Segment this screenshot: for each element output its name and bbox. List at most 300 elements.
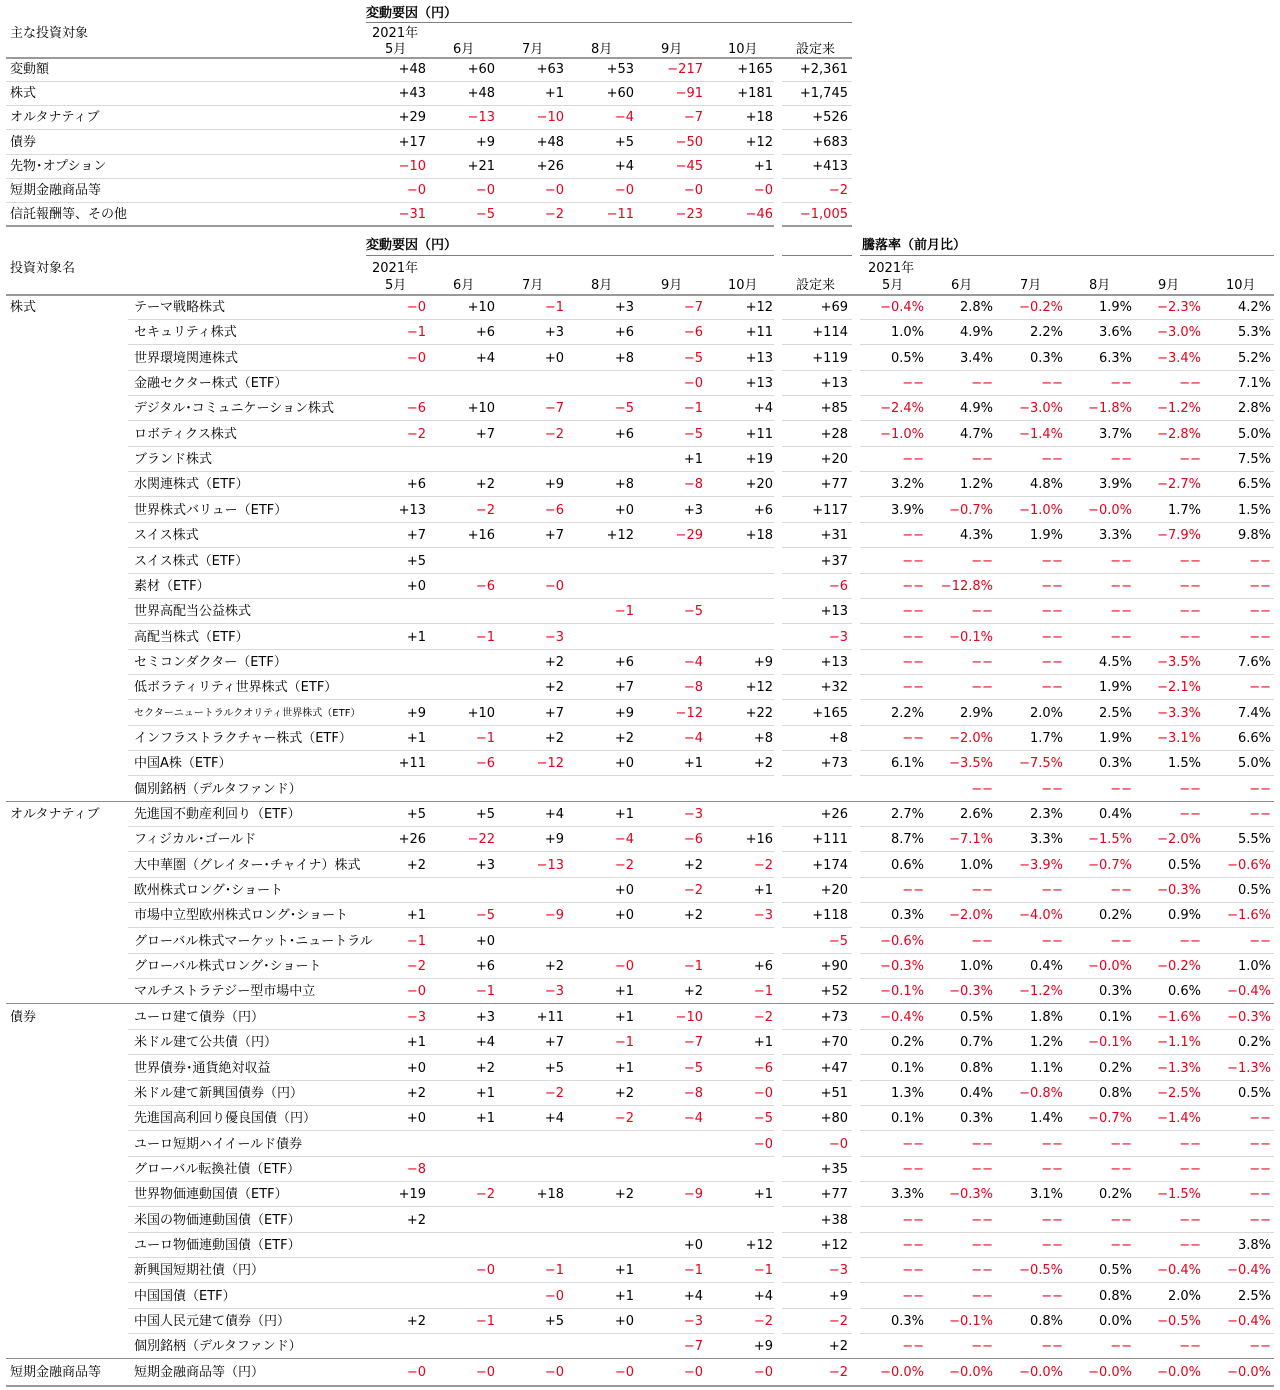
bottom-row-rate: 0.9% [1167,908,1201,924]
bottom-row-since: +85 [820,401,848,417]
bottom-row-value: −1 [683,959,703,975]
bottom-row-value [360,599,426,624]
bottom-row-value: −2 [406,959,426,975]
bottom-row-rate: 4.2% [1237,300,1271,315]
bottom-row-name: 世界環境関連株式 [134,350,239,366]
bottom-row-value: −2 [614,1111,634,1127]
bottom-row-rate: 3.3% [1029,832,1063,848]
bottom-row-value: +2 [406,1085,426,1101]
bottom-row-name: グローバル株式マーケット･ニュートラル [134,933,373,949]
bottom-row-value: +1 [753,883,773,899]
bottom-row-value [707,777,773,802]
bottom-row-rate: −− [971,1212,993,1228]
top-row-since: +1,745 [799,86,848,102]
bottom-row-value: +1 [475,1085,495,1101]
bottom-row-name: セクターニュートラルクオリティ世界株式（ETF） [134,707,361,719]
bottom-row-rate: −1.6% [1157,1009,1201,1025]
bottom-row-rate: 1.8% [1029,1009,1063,1025]
bottom-row-value: −4 [683,654,703,670]
bottom-row-value [498,1157,564,1182]
bottom-row-value: +8 [614,477,634,493]
bottom-row-value: +1 [753,1035,773,1051]
bottom-row-value: +1 [406,629,426,645]
bottom-row-rate: −− [1110,883,1132,899]
bottom-row-rate: −− [1041,654,1063,670]
bottom-row-value: −1 [406,325,426,341]
bottom-row-rate: −2.1% [1157,680,1201,696]
rate-title-rule [860,255,1274,256]
top-row-value: +48 [536,134,564,150]
bottom-row-value: +2 [753,756,773,772]
top-row-value: −0 [683,183,703,198]
rate-month-header: 10月 [1226,278,1256,293]
bottom-row-rate: −− [1179,1136,1201,1152]
bottom-row-name: フィジカル･ゴールド [134,832,257,848]
bottom-footer-rule [6,1385,1274,1387]
bottom-row-value: −6 [475,578,495,594]
bottom-row-rate: −− [902,1212,924,1228]
bottom-row-rate: 0.4% [1098,807,1132,822]
bottom-row-rate: 0.6% [890,857,924,873]
bottom-row-name: 米国の物価連動国債（ETF） [134,1212,301,1228]
top-row-value: −45 [675,158,703,174]
bottom-row-value [498,878,564,903]
top-row-since: +413 [812,158,848,174]
bottom-row-rate: −− [971,553,993,569]
bottom-row-rate: −7.9% [1157,528,1201,544]
bottom-row-value: +9 [544,832,564,848]
bottom-row-rate: −0.7% [949,502,993,518]
bottom-row-rate: 0.4% [1029,959,1063,975]
bottom-row-rate: −0.2% [1157,959,1201,975]
bottom-row-rate: 2.8% [959,300,993,315]
bottom-row-value [360,447,426,472]
top-row-since: +683 [812,134,848,150]
bottom-row-value: −5 [683,604,703,620]
bottom-row-rate: 3.6% [1098,325,1132,341]
bottom-month-header: 7月 [522,278,544,293]
bottom-row-rate: 0.7% [959,1035,993,1051]
bottom-row-rate: 4.8% [1029,477,1063,493]
bottom-row-since: +12 [820,1237,848,1253]
bottom-row-value: +5 [406,553,426,569]
bottom-row-value: +10 [467,705,495,721]
bottom-row-rate: −0.1% [949,1314,993,1329]
bottom-row-rate: 2.8% [1237,401,1271,417]
bottom-row-rate: −− [902,1263,924,1279]
bottom-row-value: +1 [614,807,634,822]
bottom-row-rate: 0.3% [959,1111,993,1127]
bottom-row-rate: 2.6% [959,807,993,822]
top-row-value: +181 [737,86,773,102]
bottom-row-rate: −− [902,528,924,544]
bottom-row-value: +9 [544,477,564,493]
bottom-row-rate: −− [1249,1212,1271,1228]
bottom-row-rate: −0.2% [1019,300,1063,315]
bottom-row-since: +73 [820,756,848,772]
bottom-row-rate: −1.2% [1019,984,1063,1000]
bottom-row-value [429,1157,495,1182]
bottom-row [0,549,1280,574]
bottom-row-rate: −− [1041,933,1063,949]
bottom-row-value: −0 [475,1263,495,1279]
bottom-row-value: +19 [745,452,773,468]
bottom-row-value: −8 [406,1161,426,1177]
bottom-row-value: +0 [683,1237,703,1253]
bottom-row-rate: −− [1110,781,1132,797]
bottom-row-rate: −− [971,654,993,670]
bottom-row-value: −2 [683,883,703,899]
bottom-row-rate: −− [1110,1161,1132,1177]
top-row-label: オルタナティブ [10,110,100,126]
bottom-row-rate: 9.8% [1237,528,1271,544]
bottom-row-since: −5 [828,933,848,949]
bottom-row [0,979,1280,1004]
bottom-row-rate: −0.3% [949,1187,993,1203]
top-row-value: +165 [737,62,773,77]
bottom-row-value: +11 [745,325,773,341]
bottom-row [0,371,1280,396]
top-row-value: +21 [467,158,495,174]
bottom-row-value: −1 [753,1263,773,1279]
bottom-row-value: −4 [683,1111,703,1127]
bottom-row-since: +117 [812,502,848,518]
bottom-row-rate: 0.0% [1098,1314,1132,1329]
bottom-row-rate: −0.4% [1157,1263,1201,1279]
bottom-row-value: −1 [475,629,495,645]
bottom-row-rate: −− [1041,452,1063,468]
bottom-row-value: −5 [753,1111,773,1127]
bottom-row [0,625,1280,650]
bottom-row-value: +6 [406,477,426,493]
bottom-row-rate: 4.5% [1098,654,1132,670]
bottom-row-value [360,1334,426,1359]
bottom-row-rate: 3.1% [1029,1187,1063,1203]
top-row-value: +29 [398,110,426,126]
rate-section-title: 騰落率（前月比） [862,238,967,253]
top-row-label: 株式 [10,86,37,102]
bottom-row-rate: 5.3% [1237,325,1271,341]
bottom-row [0,574,1280,599]
bottom-row-value [498,1132,564,1157]
bottom-row-value: +6 [614,426,634,442]
bottom-row-value [568,1132,634,1157]
top-month-header: 10月 [728,42,758,57]
bottom-row-rate: −− [1249,578,1271,594]
bottom-row-rate: −− [1179,376,1201,392]
bottom-row-rate: −0.0% [1227,1364,1271,1380]
rate-month-header: 7月 [1020,278,1042,293]
bottom-row-rate: 0.5% [1167,857,1201,873]
bottom-row-value: +12 [745,300,773,315]
bottom-row-rate: 0.5% [1237,1085,1271,1101]
bottom-row-value [568,574,634,599]
bottom-row-value: +6 [475,325,495,341]
bottom-row-since: +47 [820,1060,848,1076]
top-month-header: 9月 [661,42,683,57]
bottom-row-rate: −1.4% [1019,426,1063,442]
bottom-row-value: −12 [675,705,703,721]
bottom-row-rate: 6.1% [890,756,924,772]
top-row-value: +43 [398,86,426,102]
bottom-row-value: +4 [683,1288,703,1304]
bottom-row-value: +6 [614,654,634,670]
bottom-row-value: +1 [406,908,426,924]
bottom-row-value: +5 [406,807,426,822]
bottom-row [0,954,1280,979]
bottom-row-value: +11 [745,426,773,442]
top-row-since: −1,005 [799,207,848,223]
bottom-row-value: +10 [467,401,495,417]
top-row-since: +526 [812,110,848,126]
bottom-row-rate: −1.0% [1019,502,1063,518]
bottom-row-value [429,1208,495,1233]
bottom-row-rate: −3.5% [1157,654,1201,670]
bottom-row-since: +77 [820,1187,848,1203]
bottom-row-value: +22 [745,705,773,721]
bottom-row-value: +2 [475,477,495,493]
bottom-row-value: +7 [544,1035,564,1051]
bottom-row-rate: −− [1110,376,1132,392]
bottom-row-value: −1 [544,300,564,315]
bottom-row-since: +20 [820,883,848,899]
bottom-row-rate: −− [971,1263,993,1279]
top-month-header: 5月 [385,42,407,57]
bottom-row-value: −1 [544,1263,564,1279]
bottom-row-since: +20 [820,452,848,468]
bottom-row [0,320,1280,345]
bottom-row-value: −0 [406,300,426,315]
bottom-row-value: +3 [544,325,564,341]
bottom-row-value: −10 [675,1009,703,1025]
bottom-row [0,853,1280,878]
bottom-row-value: +1 [683,756,703,772]
bottom-row-rate: 0.8% [959,1060,993,1076]
bottom-row-rate: −− [902,629,924,645]
bottom-row-rate: −− [902,553,924,569]
bottom-row-value: −0 [753,1364,773,1380]
bottom-row-value: +1 [614,1263,634,1279]
bottom-row-value: +9 [753,654,773,670]
bottom-row-rate: −− [902,680,924,696]
bottom-row-rate: −− [1041,629,1063,645]
bottom-row-value: +13 [745,350,773,366]
bottom-row-rate: 0.2% [1098,908,1132,924]
bottom-row-value: +12 [745,1237,773,1253]
bottom-row-value [707,1157,773,1182]
bottom-row [0,1106,1280,1131]
bottom-row-rate: −− [1110,629,1132,645]
bottom-row-value: +0 [406,1060,426,1076]
top-row-value: +1 [544,86,564,102]
bottom-row-value [568,1334,634,1359]
bottom-month-header: 9月 [661,278,683,293]
bottom-row-value: +2 [406,857,426,873]
bottom-row-rate: 3.9% [890,502,924,518]
bottom-row-value: −1 [683,401,703,417]
bottom-row-since: −2 [828,1364,848,1380]
bottom-row-value [498,1208,564,1233]
bottom-row-rate: −− [971,604,993,620]
bottom-row [0,599,1280,624]
bottom-since-header: 設定来 [796,278,836,293]
bottom-row-rate: 1.2% [1029,1035,1063,1051]
bottom-row-value: +20 [745,477,773,493]
bottom-row-since: +28 [820,426,848,442]
bottom-row [0,1081,1280,1106]
bottom-row-rate: −− [1249,1111,1271,1127]
bottom-row-value: +0 [544,350,564,366]
bottom-row-value: +2 [406,1314,426,1329]
bottom-row-rate: 1.0% [959,857,993,873]
bottom-row-rate: −− [1041,680,1063,696]
rate-month-header: 9月 [1158,278,1180,293]
bottom-row-rate: −− [1179,452,1201,468]
bottom-row-name: 個別銘柄（デルタファンド） [134,1339,302,1355]
bottom-row-value: −3 [683,1314,703,1329]
bottom-row-value: +0 [614,1314,634,1329]
bottom-row-rate: −− [1041,376,1063,392]
bottom-row-value: −2 [475,502,495,518]
bottom-row-rate: −− [902,1288,924,1304]
bottom-row [0,1005,1280,1030]
bottom-row-value: +1 [683,452,703,468]
bottom-label-header: 投資対象名 [10,261,76,276]
bottom-row-value: +6 [753,502,773,518]
bottom-row-value [637,1157,703,1182]
bottom-row-since: +165 [812,705,848,721]
bottom-row-rate: −− [1110,1339,1132,1355]
bottom-row-value: +4 [753,1288,773,1304]
bottom-row-rate: 0.3% [1029,350,1063,366]
bottom-row-value: −2 [753,857,773,873]
bottom-row [0,1309,1280,1334]
bottom-row-rate: −− [1041,578,1063,594]
bottom-row-rate: 3.9% [1098,477,1132,493]
bottom-row-rate: −3.9% [1019,857,1063,873]
bottom-row-value: +2 [544,730,564,746]
bottom-row-value: −0 [544,1288,564,1304]
top-row-value: +26 [536,158,564,174]
bottom-row-rate: −2.0% [949,730,993,746]
bottom-row-rate: −− [902,1339,924,1355]
bottom-row-value: +2 [683,857,703,873]
bottom-row-rate: −0.0% [1019,1364,1063,1380]
bottom-row-value [707,625,773,650]
bottom-month-header: 5月 [385,278,407,293]
bottom-row-value: −1 [475,1314,495,1329]
bottom-row-value: +12 [745,680,773,696]
bottom-row [0,675,1280,700]
bottom-row-value: +1 [614,1288,634,1304]
bottom-row-rate: 6.3% [1098,350,1132,366]
bottom-row-rate: −− [1249,1136,1271,1152]
bottom-row-since: +118 [812,908,848,924]
rate-month-header: 6月 [951,278,973,293]
bottom-row-value: −3 [544,629,564,645]
bottom-row-rate: −2.0% [949,908,993,924]
bottom-row-rate: −− [1041,1212,1063,1228]
bottom-row-rate: 0.2% [890,1035,924,1051]
bottom-row-rate: 1.9% [1029,528,1063,544]
bottom-row-name: 世界物価連動国債（ETF） [134,1187,288,1203]
bottom-row-rate: −0.1% [1088,1035,1132,1051]
bottom-row-rate: −− [971,1161,993,1177]
bottom-row-rate: −− [1249,604,1271,620]
bottom-row-value: −6 [475,756,495,772]
bottom-row-value: −4 [683,730,703,746]
bottom-row-rate: −− [1179,1339,1201,1355]
bottom-title-rule-left [366,255,774,256]
bottom-row-rate: 0.5% [959,1009,993,1025]
bottom-row [0,929,1280,954]
bottom-row-rate: −2.3% [1157,300,1201,315]
bottom-row-name: 米ドル建て公共債（円） [134,1035,278,1051]
bottom-row-rate: −3.3% [1157,705,1201,721]
top-row-value: +18 [745,110,773,126]
top-month-header: 7月 [522,42,544,57]
bottom-row-rate: 3.3% [890,1187,924,1203]
bottom-row-value: +2 [614,1187,634,1203]
top-row-label: 短期金融商品等 [10,183,102,198]
rate-month-header: 8月 [1089,278,1111,293]
bottom-row-rate: −− [1110,1237,1132,1253]
bottom-row-rate: 1.4% [1029,1111,1063,1127]
bottom-row-value: −6 [544,502,564,518]
bottom-row-rate: −− [1179,629,1201,645]
bottom-row-value [360,1258,426,1283]
bottom-row-value [360,1284,426,1309]
bottom-row-value: −1 [753,984,773,1000]
bottom-row-value: +7 [475,426,495,442]
bottom-row-value [707,549,773,574]
bottom-row-value: +4 [544,807,564,822]
bottom-row-value [360,650,426,675]
bottom-row-value: −3 [683,807,703,822]
bottom-row-value: −1 [614,604,634,620]
bottom-row-rate: −3.0% [1019,401,1063,417]
bottom-row-value [498,447,564,472]
bottom-row-name: 大中華圏（グレイター･チャイナ）株式 [134,857,361,873]
bottom-year-label: 2021年 [372,261,419,276]
top-row-value: +5 [614,134,634,150]
bottom-row [0,472,1280,497]
bottom-row-value [568,1233,634,1258]
bottom-row-since [778,777,848,802]
bottom-row-rate: −0.3% [949,984,993,1000]
bottom-row-name: 個別銘柄（デルタファンド） [134,781,302,797]
top-row-value: +48 [398,62,426,77]
bottom-row-value: +1 [614,1009,634,1025]
bottom-row-name: 中国A株（ETF） [134,756,232,772]
bottom-row-value [637,625,703,650]
bottom-row-value: +0 [614,883,634,899]
bottom-row-rate: −1.5% [1088,832,1132,848]
bottom-row-rate: 0.4% [959,1085,993,1101]
bottom-row-value: +4 [475,350,495,366]
bottom-row-rate: −− [1041,883,1063,899]
bottom-row-value [429,549,495,574]
bottom-row-value [360,675,426,700]
bottom-row-value: +11 [536,1009,564,1025]
top-row-value: −5 [475,207,495,223]
bottom-row-since: −0 [828,1136,848,1152]
bottom-row-rate: 0.2% [1098,1187,1132,1203]
bottom-row-rate: 2.2% [1029,325,1063,341]
bottom-row-rate: 0.3% [1098,984,1132,1000]
bottom-row-rate: 5.0% [1237,756,1271,772]
bottom-row-rate: 3.3% [1098,528,1132,544]
